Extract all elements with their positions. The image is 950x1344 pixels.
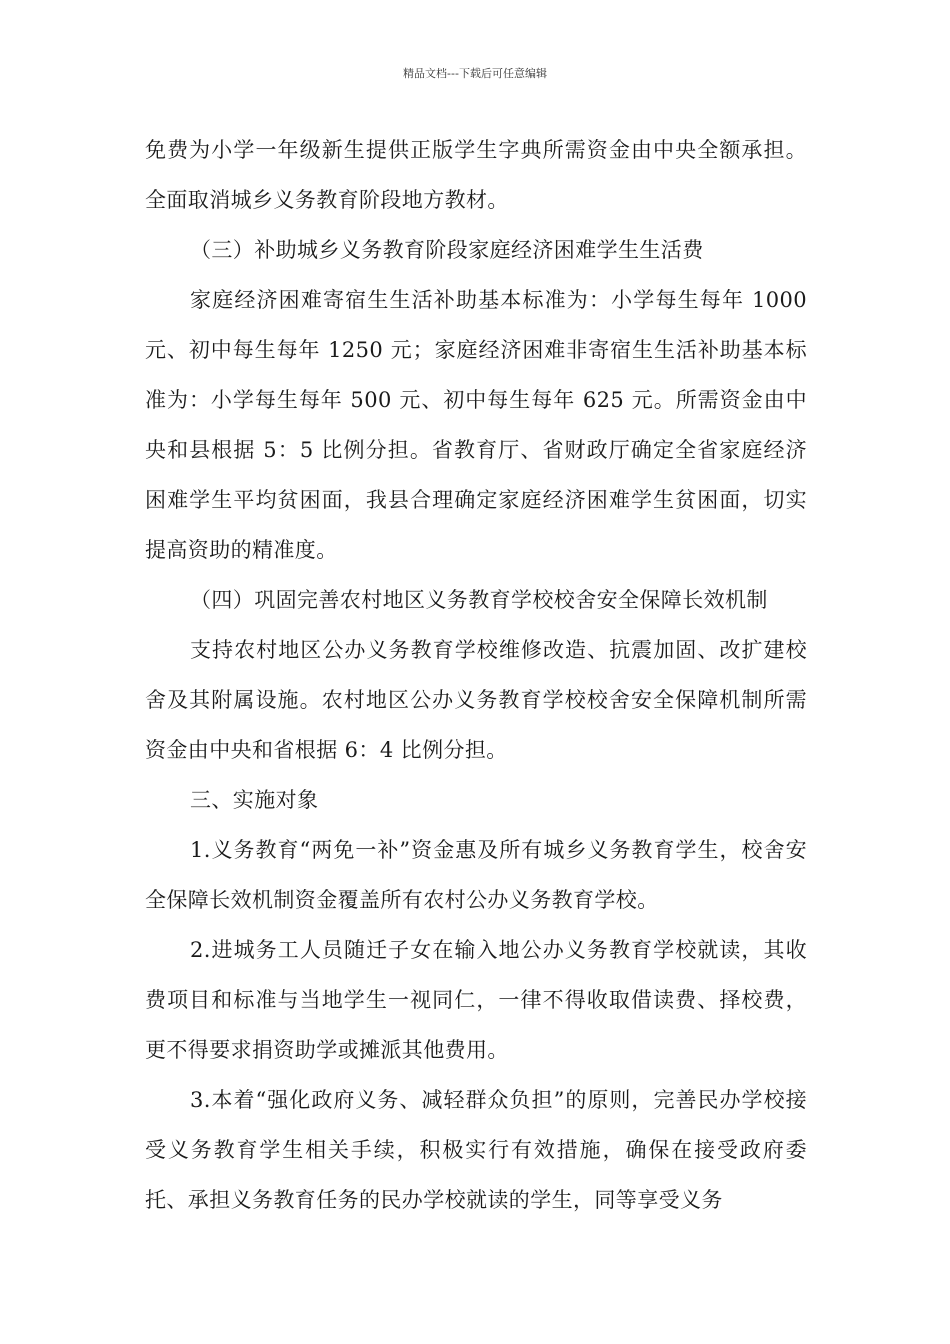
document-body: [145, 125, 807, 1225]
section-heading-3: （三）补助城乡义务教育阶段家庭经济困难学生生活费: [190, 238, 704, 262]
page-header: 精品文档---下载后可任意编辑: [403, 67, 547, 80]
paragraph-school-safety: 支持农村地区公办义务教育学校维修改造、抗震加固、改扩建校舍及其附属设施。农村地区公办义务教育学校校舍安全保障机制所需资金由中央和省根据 6：4 比例分担。: [145, 638, 807, 762]
section-heading-implementation: 三、实施对象: [190, 788, 319, 812]
section-heading-4: （四）巩固完善农村地区义务教育学校校舍安全保障长效机制: [190, 588, 768, 612]
list-item-2: 2.进城务工人员随迁子女在输入地公办义务教育学校就读，其收费项目和标准与当地学生一视同仁，一律不得收取借读费、择校费，更不得要求捐资助学或摊派其他费用。: [145, 938, 807, 1062]
list-item-3: 3.本着“强化政府义务、减轻群众负担”的原则，完善民办学校接受义务教育学生相关手续，积极实行有效措施，确保在接受政府委托、承担义务教育任务的民办学校就读的学生，同等享受义务: [145, 1088, 807, 1212]
paragraph-1: 免费为小学一年级新生提供正版学生字典所需资金由中央全额承担。全面取消城乡义务教育阶段地方教材。: [145, 138, 807, 212]
list-item-1: 1.义务教育“两免一补”资金惠及所有城乡义务教育学生，校舍安全保障长效机制资金覆盖所有农村公办义务教育学校。: [145, 838, 807, 912]
paragraph-subsidy-standard: 家庭经济困难寄宿生生活补助基本标准为：小学每生每年 1000 元、初中每生每年 1250 元；家庭经济困难非寄宿生生活补助基本标准为：小学每生每年 500 元、初中每生每年 625 元。所需资金由中央和县根据 5：5 比例分担。省教育厅、省财政厅确定全省家庭经济困难学生平均贫困面，我县合理确定家庭经济困难学生贫困面，切实提高资助的精准度。: [145, 288, 807, 562]
